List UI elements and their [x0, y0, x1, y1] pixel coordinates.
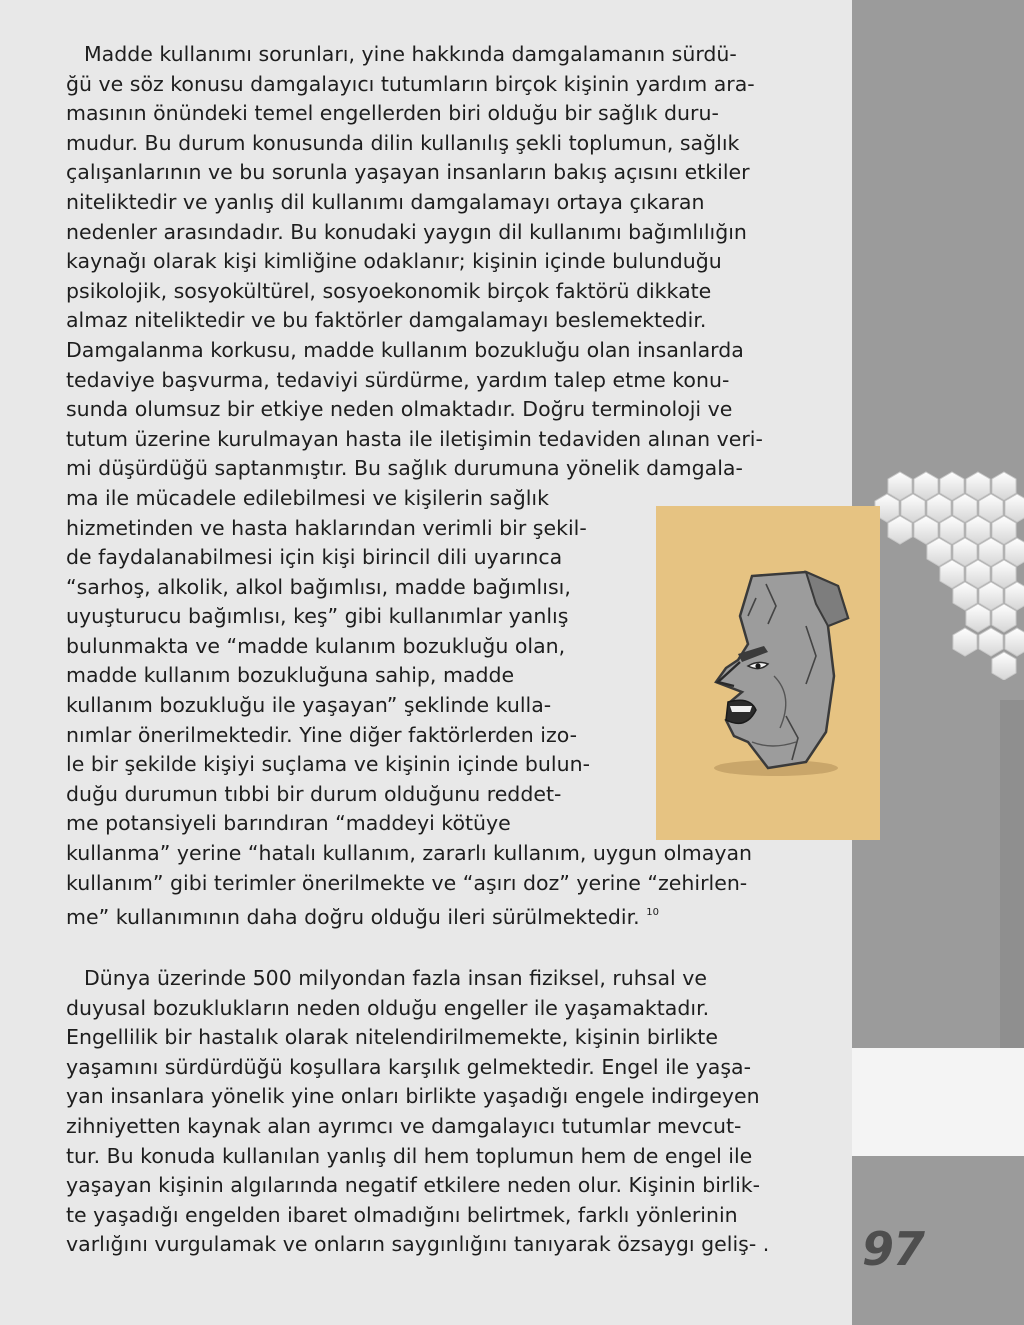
text-line: kaynağı olarak kişi kimliğine odaklanır; kişinin içinde bulunduğu	[66, 249, 722, 274]
text-line: varlığını vurgulamak ve onların saygınlığını tanıyarak özsaygı geliş- .	[66, 1232, 770, 1257]
text-line: sunda olumsuz bir etkiye neden olmaktadır. Doğru terminoloji ve	[66, 397, 733, 422]
paragraph-stigma-language	[66, 40, 852, 933]
text-line: çalışanlarının ve bu sorunla yaşayan insanların bakış açısını etkiler	[66, 160, 750, 185]
text-line: yaşayan kişinin algılarında negatif etkilere neden olur. Kişinin birlik-	[66, 1173, 761, 1198]
text-line: Damgalanma korkusu, madde kullanım bozukluğu olan insanlarda	[66, 337, 744, 362]
text-line: masının önündeki temel engellerden biri olduğu bir sağlık duru-	[66, 101, 719, 126]
text-line: Dünya üzerinde 500 milyondan fazla insan fiziksel, ruhsal ve	[84, 966, 707, 990]
text-line: psikolojik, sosyokültürel, sosyoekonomik birçok faktörü dikkate	[66, 278, 712, 303]
text-line: mi düşürdüğü saptanmıştır. Bu sağlık durumuna yönelik damgala-	[66, 456, 743, 481]
text-line: nedenler arasındadır. Bu konudaki yaygın dil kullanımı bağımlılığın	[66, 219, 747, 244]
text-line: duyusal bozuklukların neden olduğu engeller ile yaşamaktadır.	[66, 995, 710, 1020]
text-line: zihniyetten kaynak alan ayrımcı ve damgalayıcı tutumlar mevcut-	[66, 1113, 742, 1138]
hexagon-pattern-decoration	[870, 470, 1024, 680]
text-line: tur. Bu konuda kullanılan yanlış dil hem toplumun hem de engel ile	[66, 1143, 753, 1168]
right-margin-white-block	[852, 1048, 1024, 1156]
text-line: de faydalanabilmesi için kişi birincil dili uyarınca	[66, 545, 563, 570]
text-line: “sarhoş, alkolik, alkol bağımlısı, madde bağımlısı,	[66, 574, 571, 599]
text-line: le bir şekilde kişiyi suçlama ve kişinin içinde bulun-	[66, 752, 590, 777]
text-line: bulunmakta ve “madde kulanım bozukluğu olan,	[66, 633, 566, 658]
text-line: kullanım” gibi terimler önerilmekte ve “aşırı doz” yerine “zehirlen-	[66, 870, 748, 895]
paragraph-disability-language	[66, 964, 852, 1260]
text-line: yaşamını sürdürdüğü koşullara karşılık gelmektedir. Engel ile yaşa-	[66, 1054, 751, 1079]
text-line: almaz niteliktedir ve bu faktörler damgalamayı beslemektedir.	[66, 308, 707, 333]
text-line: Engellilik bir hastalık olarak nitelendirilmemekte, kişinin birlikte	[66, 1025, 718, 1050]
text-line: me potansiyeli barındıran “maddeyi kötüye	[66, 811, 511, 836]
text-line: uyuşturucu bağımlısı, keş” gibi kullanımlar yanlış	[66, 604, 569, 629]
text-line: madde kullanım bozukluğuna sahip, madde	[66, 663, 515, 688]
text-line: nımlar önerilmektedir. Yine diğer faktörlerden izo-	[66, 722, 578, 747]
footnote-reference: 10	[646, 907, 659, 919]
text-line: te yaşadığı engelden ibaret olmadığını belirtmek, farklı yönlerinin	[66, 1202, 738, 1227]
text-line: mudur. Bu durum konusunda dilin kullanılış şekli toplumun, sağlık	[66, 130, 740, 155]
text-line: Madde kullanımı sorunları, yine hakkında damgalamanın sürdü-	[84, 42, 737, 66]
page-number: 97	[862, 1222, 925, 1276]
text-line: hizmetinden ve hasta haklarından verimli bir şekil-	[66, 515, 587, 540]
text-line-last	[66, 898, 852, 933]
text-line: tedaviye başvurma, tedaviyi sürdürme, yardım talep etme konu-	[66, 367, 730, 392]
text-line: tutum üzerine kurulmayan hasta ile iletişimin tedaviden alınan veri-	[66, 426, 763, 451]
text-line: kullanma” yerine “hatalı kullanım, zararlı kullanım, uygun olmayan	[66, 841, 753, 866]
text-line: niteliktedir ve yanlış dil kullanımı damgalamayı ortaya çıkaran	[66, 189, 705, 214]
right-margin-stripe	[1000, 700, 1024, 1048]
text-line: duğu durumun tıbbi bir durum olduğunu reddet-	[66, 781, 562, 806]
text-line-content: me” kullanımının daha doğru olduğu ileri sürülmektedir.	[66, 905, 640, 930]
text-line: ğü ve söz konusu damgalayıcı tutumların birçok kişinin yardım ara-	[66, 71, 755, 96]
text-line: ma ile mücadele edilebilmesi ve kişilerin sağlık	[66, 485, 549, 510]
text-line: yan insanlara yönelik yine onları birlikte yaşadığı engele indirgeyen	[66, 1084, 760, 1109]
text-line: kullanım bozukluğu ile yaşayan” şeklinde kulla-	[66, 693, 552, 718]
